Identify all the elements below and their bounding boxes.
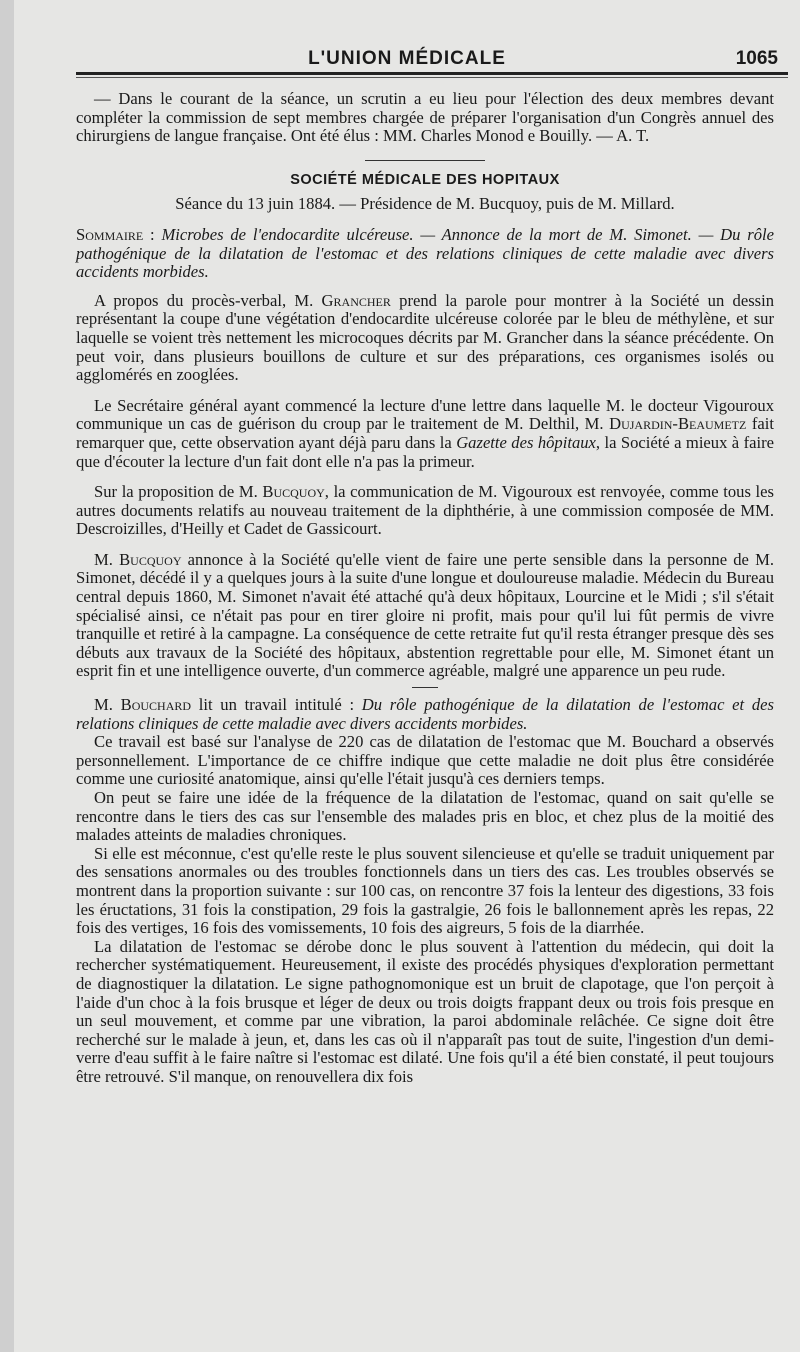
paragraph-dujardin: Le Secrétaire général ayant commencé la lecture d'une lettre dans laquelle M. le docteur Vigouroux communique un cas de guérison du croup par le traitement de M. Delthil, M. Dujardin-Beaumetz fait remarquer que, cette observation ayant déjà paru dans la Gazette des hôpitaux, la Société a mieux à faire que d'écouter la lecture d'un fait dont elle n'a pas la primeur.	[76, 395, 774, 471]
paragraph-troubles: Si elle est méconnue, c'est qu'elle reste le plus souvent silencieuse et qu'elle se traduit uniquement par des sensations anormales ou des troubles fonctionnels dans un tiers des cas. Les troubles observés se montrent dans la proportion suivante : sur 100 cas, on rencontre 37 fois la lenteur des digestions, 33 fois les éructations, 31 fois la constipation, 29 fois la gastralgie, 26 fois le ballonnement après les repas, 22 fois des vertiges, 16 fois des vomissements, 10 fois des aigreurs, 5 fois de la diarrhée.	[76, 843, 774, 938]
short-separator	[412, 687, 438, 688]
header-rule	[76, 72, 788, 75]
seance-line: Séance du 13 juin 1884. — Présidence de M. Bucquoy, puis de M. Millard.	[175, 194, 675, 214]
author-name: Bouchard	[120, 695, 192, 715]
section-title: SOCIÉTÉ MÉDICALE DES HOPITAUX	[290, 171, 560, 188]
paragraph-bouchard: M. Bouchard lit un travail intitulé : Du rôle pathogénique de la dilatation de l'estomac et des relations cliniques de cette maladie avec divers accidents morbides.	[76, 695, 774, 733]
sommaire: Sommaire : Microbes de l'endocardite ulcéreuse. — Annonce de la mort de M. Simonet. — Du rôle pathogénique de la dilatation de l'estomac et des relations cliniques de cette maladie avec divers accidents morbides.	[76, 224, 774, 282]
author-name: Grancher	[321, 290, 391, 310]
author-name: Bucquoy	[262, 482, 325, 502]
sommaire-label: Sommaire	[76, 224, 144, 244]
section-separator	[365, 160, 485, 161]
intro-paragraph: — Dans le courant de la séance, un scrutin a eu lieu pour l'élection des deux membres devant compléter la commission de sept membres chargée de préparer l'organisation d'un Congrès annuel des chirurgiens de langue française. Ont été élus : MM. Charles Monod e Bouilly. — A. T.	[76, 89, 774, 146]
page	[14, 0, 800, 1352]
paragraph-clapotage: La dilatation de l'estomac se dérobe donc le plus souvent à l'attention du médecin, qui doit la rechercher systématiquement. Heureusement, il existe des procédés physiques d'exploration permettant de diagnostiquer la dilatation. Le signe pathognomonique est un bruit de clapotage, que l'on perçoit à l'aide d'un choc à la fois brusque et léger de deux ou trois doigts frappant deux ou trois fois presque en un seul mouvement, et comme par une vibration, la paroi abdominale relâchée. Ce signe doit être recherché sur le malade à jeun, et, dans les cas où il n'apparaît pas tout de suite, l'ingestion d'un demi-verre d'eau suffit à le faire naître si l'estomac est dilaté. Une fois qu'il a été bien constaté, il peut toujours être retrouvé. S'il manque, on renouvellera dix fois	[76, 936, 774, 1086]
article-body	[76, 90, 774, 1087]
paragraph-bucquoy-proposition: Sur la proposition de M. Bucquoy, la communication de M. Vigouroux est renvoyée, comme tous les autres documents relatifs au nouveau traitement de la diphthérie, à une commission composée de MM. Descroizilles, d'Heilly et Cadet de Gassicourt.	[76, 482, 774, 539]
header-rule-thin	[76, 77, 788, 78]
running-header	[14, 44, 800, 74]
page-number: 1065	[735, 48, 778, 69]
author-name: Dujardin-Beaumetz	[609, 414, 747, 434]
paragraph-grancher: A propos du procès-verbal, M. Grancher prend la parole pour montrer à la Société un dessin représentant la coupe d'une végétation d'endocardite ulcéreuse colorée par le bleu de méthylène, et sur laquelle se voient très nettement les microcoques décrits par M. Grancher dans la séance précédente. On peut voir, dans plusieurs bouillons de culture et sur des préparations, ces organismes isolés ou agglomérés en zooglées.	[76, 290, 775, 385]
sommaire-text: Microbes de l'endocardite ulcéreuse. — Annonce de la mort de M. Simonet. — Du rôle pathogénique de la dilatation de l'estomac et des relations cliniques de cette maladie avec divers accidents morbides.	[76, 224, 774, 282]
paragraph-simonet: M. Bucquoy annonce à la Société qu'elle vient de faire une perte sensible dans la personne de M. Simonet, décédé il y a quelques jours à la suite d'une longue et douloureuse maladie. Médecin du Bureau central depuis 1860, M. Simonet n'avait été attaché qu'à deux hôpitaux, Lourcine et le Midi ; s'il s'était spécialisé ainsi, ce n'était pas pour en tirer gloire ni profit, mais pour qu'il lui fût permis de vivre tranquille et retiré à la campagne. La conséquence de cette retraite fut qu'il resta étranger presque dès ses débuts aux travaux de la Société des hôpitaux, abstention regrettable pour elle, M. Simonet étant un esprit fin et une intelligence ouverte, d'un commerce agréable, malgré une apparence un peu rude.	[76, 549, 774, 681]
author-name: Bucquoy	[119, 549, 182, 569]
paragraph-analyse: Ce travail est basé sur l'analyse de 220 cas de dilatation de l'estomac que M. Bouchard a observés personnellement. L'importance de ce chiffre indique que cette maladie ne doit plus être considérée comme une curiosité anatomique, ainsi qu'elle l'était jusqu'à ces derniers temps.	[76, 732, 774, 789]
journal-title: L'UNION MÉDICALE	[308, 48, 506, 69]
paragraph-frequence: On peut se faire une idée de la fréquence de la dilatation de l'estomac, quand on sait qu'elle se rencontre dans le tiers des cas sur l'ensemble des malades pris en bloc, et chez plus de la moitié des malades atteints de maladies chroniques.	[76, 788, 774, 845]
